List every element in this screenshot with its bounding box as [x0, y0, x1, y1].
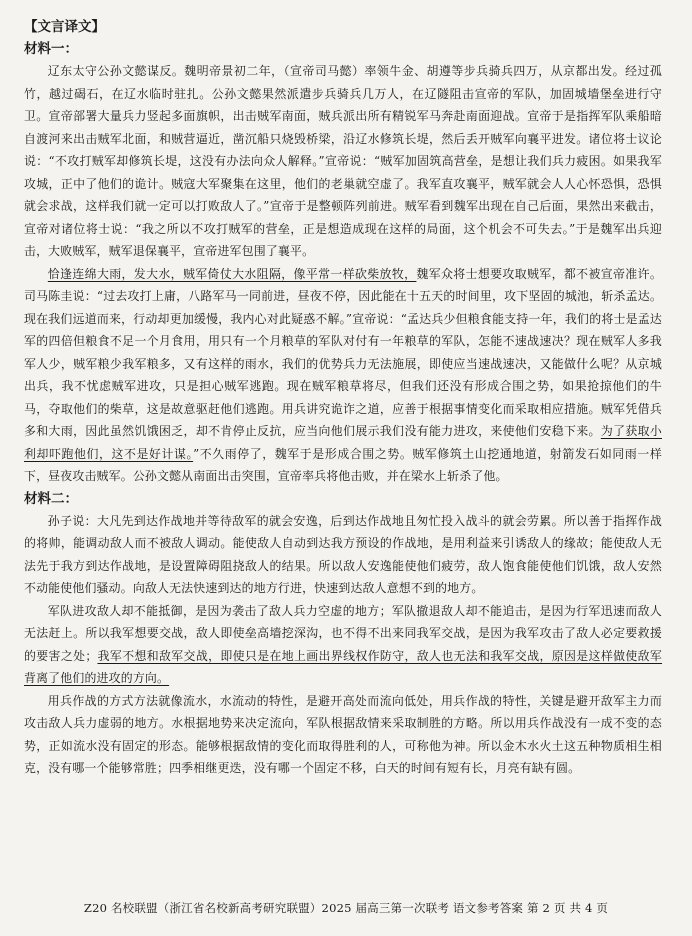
material-two-p2-start: 军队进攻敌人却不能抵御，是因为袭击了敌人兵力空虚的地方；军队撤退敌人却不能追击，是因为行军迅速而敌人无法赶上。所以我军想要交战，敌人即使垒高墙挖深沟，也不得不出来同我军交战，是因为我军攻击了敌人必定要救援的要害之处； [24, 603, 662, 663]
underlined-sentence-3: 我军不想和敌军交战，即使只是在地上画出界线权作防守，敌人也无法和我军交战，原因是这样做使敌军背离了他们的进攻的方向。 [24, 648, 663, 685]
material-one-paragraph-1 [24, 60, 662, 263]
material-one-p2-end: ”不久雨停了，魏军于是形成合围之势。贼军修筑土山挖通地道，射箭发石如同雨一样下，昼夜攻击贼军。公孙文懿从南面出击突围，宣帝率兵将他击败，并在梁水上斩杀了他。 [24, 446, 662, 483]
material-one-p1-text: 辽东太守公孙文懿谋反。魏明帝景初二年，（宣帝司马懿）率领牛金、胡遵等步兵骑兵四万，从京都出发。经过孤竹，越过碣石，在辽水临时驻扎。公孙文懿果然派遣步兵骑兵几万人，在辽隧阻击宣帝的军队，加固城墙堡垒进行守卫。宣帝部署大量兵力竖起多面旗帜，出击贼军南面，贼兵派出所有精锐军马奔赴南面迎战。宣帝于是指挥军队乘船暗自渡河来出击贼军北面，和贼营逼近，凿沉船只烧毁桥梁，沿辽水修筑长堤，然后丢开贼军向襄平进发。诸位将士议论说：“不攻打贼军却修筑长堤，这没有办法向众人解释。”宣帝说：“贼军加固筑高营垒，是想让我们兵力疲困。如果我军攻城，正中了他们的诡计。贼寇大军聚集在这里，他们的老巢就空虚了。我军直攻襄平，贼军就会人人心怀恐惧，恐惧就会求战，这样我们就一定可以打败敌人了。”宣帝于是整顿阵列前进。贼军看到魏军出现在自己后面，果然出来截击，宣帝对诸位将士说：“我之所以不攻打贼军的营垒，正是想造成现在这样的局面，这个机会不可失去。”于是魏军出兵迎击，大败贼军，贼军退保襄平，宣帝进军包围了襄平。 [24, 64, 662, 258]
material-two-paragraph-1 [24, 510, 662, 600]
material-one-paragraph-2 [24, 263, 662, 488]
material-two-p1-text: 孙子说：大凡先到达作战地并等待敌军的就会安逸，后到达作战地且匆忙投入战斗的就会劳累。所以善于指挥作战的将帅，能调动敌人而不被敌人调动。能使敌人自动到达我方预设的作战地，是用利益来引诱敌人的缘故；能使敌人无法先于我方到达作战地，是设置障碍阻挠敌人的结果。所以敌人安逸能使他们疲劳，敌人饱食能使他们饥饿，敌人安然不动能使他们骚动。向敌人无法快速到达的地方行进，快速到达敌人意想不到的地方。 [24, 513, 662, 595]
material-two-p3-text: 用兵作战的方式方法就像流水，水流动的特性，是避开高处而流向低处，用兵作战的特性，关键是避开敌军主力而攻击敌人兵力虚弱的地方。水根据地势来决定流向，军队根据敌情来采取制胜的方略。所以用兵作战没有一成不变的态势，正如流水没有固定的形态。能够根据敌情的变化而取得胜利的人，可称他为神。所以金木水火土这五种物质相生相克，没有哪一个能够常胜；四季相继更迭，没有哪一个固定不移，白天的时间有短有长，月亮有缺有圆。 [24, 693, 662, 775]
material-one-p2-mid: 魏军众将士想要攻取贼军，都不被宣帝准许。司马陈圭说：“过去攻打上庸，八路军马一同前进，昼夜不停，因此能在十五天的时间里，攻下坚固的城池，斩杀孟达。现在我们远道而来，行动却更加缓慢，我内心对此疑惑不解。”宣帝说：“孟达兵少但粮食能支持一年，我们的将士是孟达军的四倍但粮食不足一个月食用，用只有一个月粮草的军队对付有一年粮草的军队，怎能不速战速决？现在贼军人多我军人少，贼军粮少我军粮多，又有这样的雨水，我们的优势兵力无法施展，即使应当速战速决，又能做什么呢？从京城出兵，我不忧虑贼军进攻，只是担心贼军逃跑。现在贼军粮草将尽，但我们还没有形成合围之势，如果抢掠他们的牛马，夺取他们的柴草，这是故意驱赶他们逃跑。用兵讲究诡诈之道，应善于根据事情变化而采取相应措施。贼军凭借兵多和大雨，因此虽然饥饿困乏，却不肯停止反抗，应当向他们展示我们没有能力进攻，来使他们安稳下来。 [24, 266, 662, 438]
material-one-label: 材料一： [24, 41, 78, 57]
underlined-sentence-2: 为了获取小利却吓跑他们，这不是好计谋。 [24, 424, 662, 461]
material-two-label: 材料二： [24, 490, 78, 507]
section-heading: 【文言译文】 [24, 19, 105, 35]
page-footer: Z20 名校联盟（浙江省名校新高考研究联盟）2025 届高三第一次联考 语文参考答案 第 2 页 共 4 页 [83, 901, 609, 915]
material-two-paragraph-3 [24, 690, 662, 780]
underlined-sentence-1: 恰逢连绵大雨，发大水，贼军倚仗大水阻隔，像平常一样砍柴放牧， [47, 266, 417, 281]
material-two-paragraph-2 [24, 600, 662, 690]
